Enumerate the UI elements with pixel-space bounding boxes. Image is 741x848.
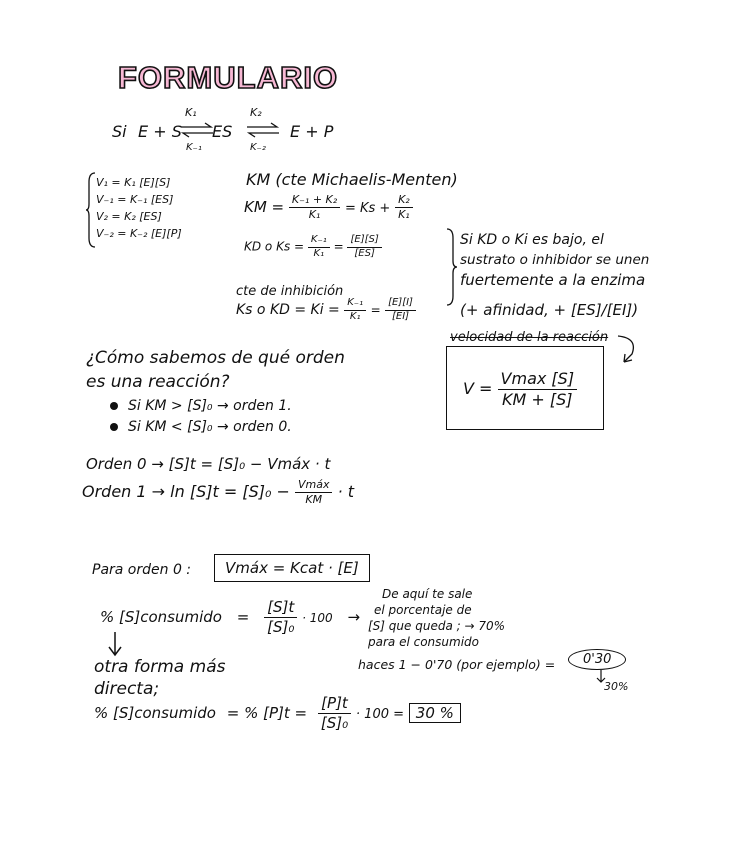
consumed-formula — [100, 598, 360, 637]
km-mid: = Ks + — [344, 200, 391, 216]
right-brace — [446, 228, 458, 306]
km-denominator: K₁ — [308, 207, 321, 221]
left-brace — [86, 172, 96, 248]
bullet-text-1: Si KM > [S]₀ → orden 1. — [128, 398, 292, 414]
order-question — [86, 346, 345, 394]
consumed-denominator: [S]₀ — [267, 617, 295, 636]
direct-denominator: [S]₀ — [320, 713, 349, 732]
km-formula — [244, 193, 413, 222]
equilibrium-arrow-1 — [180, 123, 214, 137]
consumed-note-5: haces 1 − 0'70 (por ejemplo) = — [358, 657, 556, 672]
direct-lhs: % [S]consumido — [94, 703, 216, 722]
kd-lhs: KD o Ks = — [244, 239, 305, 254]
down-arrow — [108, 632, 122, 658]
velocity-1: V₁ = K₁ [E][S] — [96, 176, 171, 189]
reaction-k2: K₂ — [250, 106, 262, 119]
kd-numerator-2: [E][S] — [347, 234, 381, 248]
bullet-text-2: Si KM < [S]₀ → orden 0. — [128, 419, 292, 435]
inhibition-denominator-2: [EI] — [391, 310, 410, 322]
inhibition-lhs: Ks o KD = Ki = — [236, 302, 340, 318]
kd-formula — [244, 234, 382, 260]
velocity-minus-1: V₋₁ = K₋₁ [ES] — [96, 193, 174, 206]
direct-tail: · 100 = — [355, 706, 405, 722]
consumed-numerator: [S]t — [264, 598, 297, 618]
question-line-1: ¿Cómo sabemos de qué orden — [86, 348, 345, 368]
direct-eq: = % [P]t = — [226, 703, 308, 722]
speed-lhs: V = — [463, 379, 493, 398]
direct-line-1: otra forma más — [94, 657, 226, 677]
vmax-formula-box: Vmáx = Kcat · [E] — [214, 554, 370, 582]
reaction-k1: K₁ — [185, 106, 197, 119]
note-line-4: (+ afinidad, + [ES]/[EI]) — [460, 301, 639, 319]
inhibition-formula — [236, 297, 416, 323]
consumed-note — [368, 586, 505, 650]
direct-numerator: [P]t — [318, 694, 351, 714]
circled-value: 0'30 — [568, 649, 626, 670]
direct-boxed-result: 30 % — [409, 703, 461, 723]
inhibition-numerator: K₋₁ — [344, 297, 366, 311]
speed-numerator: Vmax [S] — [498, 369, 578, 390]
affinity-note — [460, 230, 649, 320]
kd-denominator: K₁ — [313, 247, 325, 259]
direct-formula — [94, 694, 461, 733]
consumed-note-4: para el consumido — [368, 635, 479, 649]
question-line-2: es una reacción? — [86, 372, 230, 392]
order-1-denominator: KM — [305, 492, 323, 506]
order-bullet-2 — [110, 419, 292, 435]
consumed-arrow: → — [347, 607, 361, 626]
reaction-right: E + P — [290, 122, 334, 141]
direct-line-2: directa; — [94, 679, 160, 699]
km-heading: KM (cte Michaelis-Menten) — [246, 170, 458, 189]
kd-eq: = — [333, 239, 344, 254]
km2-denominator: K₁ — [398, 207, 410, 221]
velocity-2: V₂ = K₂ [ES] — [96, 210, 162, 223]
consumed-tail: · 100 — [302, 610, 333, 625]
reaction-scheme — [112, 106, 352, 158]
reaction-left: E + S — [138, 122, 182, 141]
speed-denominator: KM + [S] — [502, 390, 573, 409]
note-line-1: Si KD o Ki es bajo, el — [460, 232, 604, 248]
kd-numerator: K₋₁ — [308, 234, 330, 248]
note-line-3: fuertemente a la enzima — [460, 271, 646, 289]
inhibition-numerator-2: [E][I] — [385, 297, 416, 311]
speed-label: velocidad de la reacción — [450, 330, 609, 345]
order-0-equation: Orden 0 → [S]t = [S]₀ − Vmáx · t — [86, 455, 331, 473]
velocities-list — [96, 174, 182, 242]
km-numerator: K₋₁ + K₂ — [289, 193, 340, 208]
equilibrium-arrow-2 — [246, 123, 280, 137]
reaction-mid: ES — [212, 122, 233, 141]
consumed-eq: = — [236, 607, 250, 626]
bullet-dot — [110, 402, 118, 410]
order-1-lhs: Orden 1 → ln [S]t = [S]₀ − — [82, 481, 290, 501]
consumed-lhs: % [S]consumido — [100, 607, 222, 626]
consumed-note-1: De aquí te sale — [382, 587, 473, 601]
velocity-minus-2: V₋₂ = K₋₂ [E][P] — [96, 227, 182, 240]
inhibition-eq: = — [370, 303, 381, 317]
km-lhs: KM = — [244, 197, 285, 216]
reaction-km2: K₋₂ — [250, 142, 266, 153]
page-title: FORMULARIO — [118, 60, 339, 95]
order-1-equation — [82, 478, 354, 507]
order-1-tail: · t — [337, 481, 355, 501]
curved-arrow — [612, 332, 642, 366]
note-line-2: sustrato o inhibidor se unen — [460, 252, 650, 268]
bullet-dot — [110, 423, 118, 431]
order-bullet-1 — [110, 398, 292, 414]
km2-numerator: K₂ — [395, 193, 413, 208]
michaelis-menten-box — [446, 346, 604, 430]
consumed-note-2: el porcentaje de — [374, 603, 472, 617]
result-value: 30% — [604, 680, 629, 693]
reaction-si: Si — [112, 122, 127, 141]
order-1-numerator: Vmáx — [295, 478, 333, 493]
consumed-note-3: [S] que queda ; → 70% — [368, 619, 506, 633]
reaction-km1: K₋₁ — [186, 142, 202, 153]
kd-denominator-2: [ES] — [354, 247, 375, 259]
order-0-label: Para orden 0 : — [92, 562, 192, 578]
inhibition-denominator: K₁ — [349, 310, 361, 322]
inhibition-heading: cte de inhibición — [236, 284, 344, 299]
